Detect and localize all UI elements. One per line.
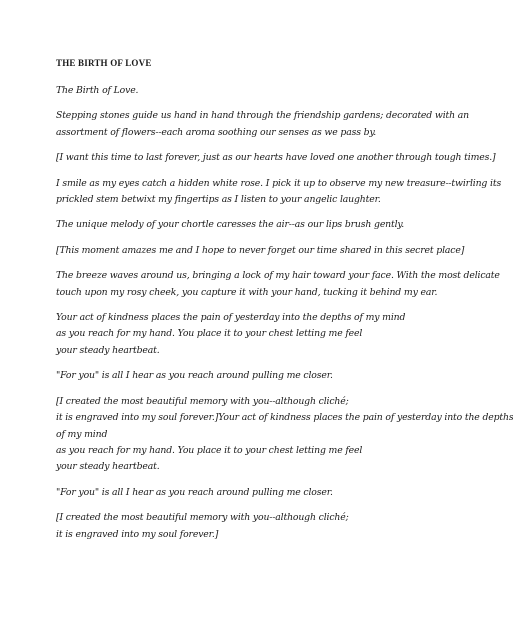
text-line: touch upon my rosy cheek, you capture it with your hand, tucking it behind my ear.: [56, 286, 438, 298]
text-line: Stepping stones guide us hand in hand through the friendship gardens; decorated with an: [56, 110, 469, 122]
text-line: prickled stem betwixt my fingertips as I listen to your angelic laughter.: [56, 194, 381, 206]
text-line: The breeze waves around us, bringing a lock of my hair toward your face. With the most delicate: [56, 270, 500, 282]
text-line: I smile as my eyes catch a hidden white rose. I pick it up to observe my new treasure--twirling its: [56, 177, 502, 189]
text-line: it is engraved into my soul forever.]: [56, 528, 219, 540]
text-line: as you reach for my hand. You place it to your chest letting me feel: [56, 444, 363, 456]
text-line: your steady heartbeat.: [56, 344, 160, 356]
paragraph: [56, 368, 406, 384]
paragraph: [56, 217, 406, 233]
text-line: The Birth of Love.: [56, 85, 139, 96]
paragraph: [56, 176, 502, 209]
paragraph: [56, 268, 500, 301]
text-line: as you reach for my hand. You place it to your chest letting me feel: [56, 328, 363, 340]
paragraph: [56, 310, 406, 359]
text-line: it is engraved into my soul forever.]Your act of kindness places the pain of yesterday into the depths: [56, 412, 513, 424]
text-line: [This moment amazes me and I hope to never forget our time shared in this secret place]: [56, 244, 465, 256]
paragraph: [56, 108, 469, 141]
text-line: of my mind: [56, 428, 108, 440]
text-line: your steady heartbeat.: [56, 461, 160, 473]
paragraph: [56, 510, 406, 543]
text-line: assortment of flowers--each aroma soothing our senses as we pass by.: [56, 126, 377, 138]
text-line: "For you" is all I hear as you reach around pulling me closer.: [56, 486, 333, 498]
paragraph: [56, 83, 406, 99]
paragraph: [56, 485, 406, 501]
text-line: [I created the most beautiful memory with you--although cliché;: [56, 512, 349, 524]
text-line: Your act of kindness places the pain of yesterday into the depths of my mind: [56, 312, 406, 324]
text-line: [I want this time to last forever, just as our hearts have loved one another through tough times.]: [56, 152, 496, 164]
paragraph: [56, 150, 496, 166]
document-body: [56, 83, 513, 552]
text-line: The unique melody of your chortle caresses the air--as our lips brush gently.: [56, 219, 405, 231]
text-line: [I created the most beautiful memory with you--although cliché;: [56, 395, 349, 407]
paragraph: [56, 394, 513, 476]
paragraph: [56, 243, 465, 259]
text-line: "For you" is all I hear as you reach around pulling me closer.: [56, 370, 333, 382]
document-title: THE BIRTH OF LOVE: [56, 58, 152, 68]
